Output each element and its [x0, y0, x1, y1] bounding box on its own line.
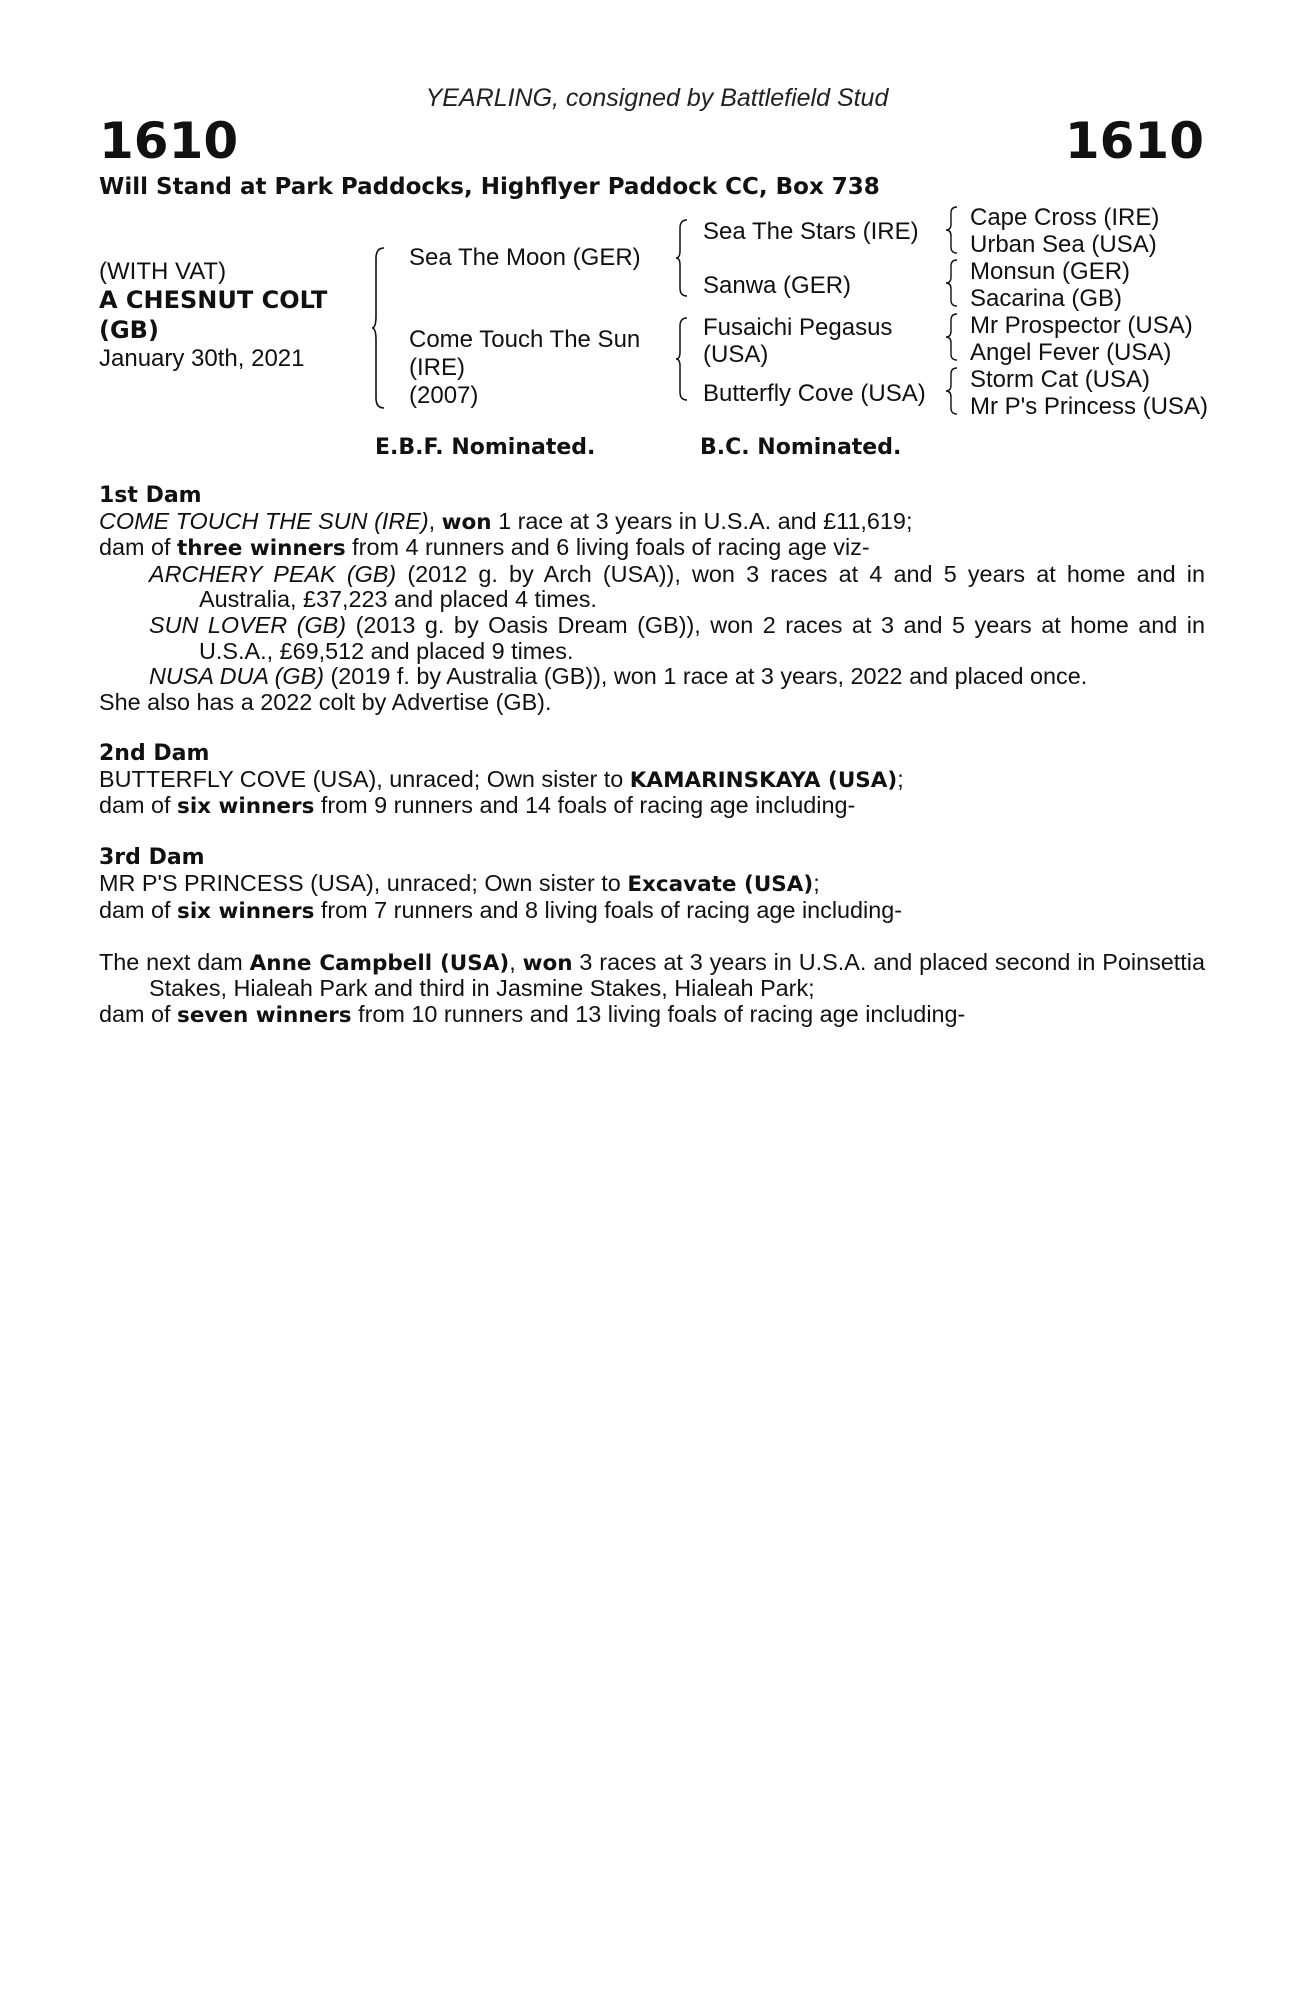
dam-dam-sire: Storm Cat (USA)	[970, 366, 1151, 393]
third-dam-heading: 3rd Dam	[99, 845, 205, 871]
dam-line3: (2007)	[409, 382, 479, 409]
sire: Sea The Moon (GER)	[409, 244, 641, 271]
dam-dam-dam: Mr P's Princess (USA)	[970, 393, 1208, 420]
next-dam-produce-summary: dam of seven winners from 10 runners and 13 living foals of racing age including-	[99, 1000, 966, 1028]
dam-sire-line1: Fusaichi Pegasus	[703, 314, 893, 341]
consignor-line: YEARLING, consigned by Battlefield Stud	[425, 84, 889, 112]
second-dam-produce-summary: dam of six winners from 9 runners and 14 foals of racing age including-	[99, 792, 856, 820]
third-dam-intro: MR P'S PRINCESS (USA), unraced; Own sister to Excavate (USA);	[99, 869, 820, 897]
produce-entry: SUN LOVER (GB) (2013 g. by Oasis Dream (GB)), won 2 races at 3 and 5 years at home and in U.S.A., £69,512 and placed 9 times.	[149, 611, 1205, 664]
foaling-date: January 30th, 2021	[99, 345, 305, 372]
stand-location: Will Stand at Park Paddocks, Highflyer Paddock CC, Box 738	[99, 174, 880, 200]
dam-sire-line2: (USA)	[703, 341, 769, 368]
sire-sire-sire: Cape Cross (IRE)	[970, 204, 1160, 231]
lot-number-left: 1610	[99, 112, 239, 170]
pedigree-brace-main	[372, 246, 388, 410]
first-dam-also: She also has a 2022 colt by Advertise (GB).	[99, 688, 552, 715]
first-dam-intro: COME TOUCH THE SUN (IRE), won 1 race at 3 years in U.S.A. and £11,619;	[99, 507, 913, 535]
sire-sire: Sea The Stars (IRE)	[703, 218, 919, 245]
sire-dam: Sanwa (GER)	[703, 272, 852, 299]
produce-entry: NUSA DUA (GB) (2019 f. by Australia (GB)), won 1 race at 3 years, 2022 and placed once.	[149, 663, 1088, 690]
third-dam-produce-summary: dam of six winners from 7 runners and 8 living foals of racing age including-	[99, 896, 903, 924]
second-dam-intro: BUTTERFLY COVE (USA), unraced; Own sister to KAMARINSKAYA (USA);	[99, 765, 904, 793]
vat-note: (WITH VAT)	[99, 258, 227, 285]
lot-name-line2: (GB)	[99, 316, 159, 344]
pedigree-brace-dd	[946, 366, 960, 416]
dam-sire-sire: Mr Prospector (USA)	[970, 312, 1193, 339]
dam-sire	[703, 314, 892, 368]
dam-line2: (IRE)	[409, 354, 465, 381]
first-dam-heading: 1st Dam	[99, 483, 202, 508]
dam-dam: Butterfly Cove (USA)	[703, 380, 926, 407]
sire-dam-sire: Monsun (GER)	[970, 258, 1131, 285]
sire-sire-dam: Urban Sea (USA)	[970, 231, 1157, 258]
dam-sire-dam: Angel Fever (USA)	[970, 339, 1172, 366]
first-dam-produce-summary: dam of three winners from 4 runners and 6 living foals of racing age viz-	[99, 534, 870, 562]
dam	[409, 326, 640, 410]
dam-line1: Come Touch The Sun	[409, 326, 641, 353]
pedigree-brace-sd	[946, 258, 960, 308]
second-dam-heading: 2nd Dam	[99, 740, 210, 766]
pedigree-brace-dam	[676, 316, 690, 402]
lot-identity	[99, 258, 379, 372]
lot-name-line1: A CHESNUT COLT	[99, 286, 328, 314]
produce-entry: ARCHERY PEAK (GB) (2012 g. by Arch (USA)), won 3 races at 4 and 5 years at home and in Australia, £37,223 and placed 4 times.	[149, 560, 1205, 613]
sire-dam-dam: Sacarina (GB)	[970, 285, 1123, 312]
lot-number-right: 1610	[1064, 112, 1204, 170]
catalogue-body	[99, 483, 1205, 1028]
pedigree-brace-sire	[676, 218, 690, 298]
pedigree-brace-ss	[946, 205, 960, 255]
pedigree-brace-ds	[946, 312, 960, 362]
ebf-nominated: E.B.F. Nominated.	[375, 435, 596, 460]
next-dam-intro: The next dam Anne Campbell (USA), won 3 races at 3 years in U.S.A. and placed second in Poinsettia Stakes, Hialeah Park and third in Jasmine Stakes, Hialeah Park;	[99, 948, 1206, 1002]
bc-nominated: B.C. Nominated.	[700, 435, 902, 460]
